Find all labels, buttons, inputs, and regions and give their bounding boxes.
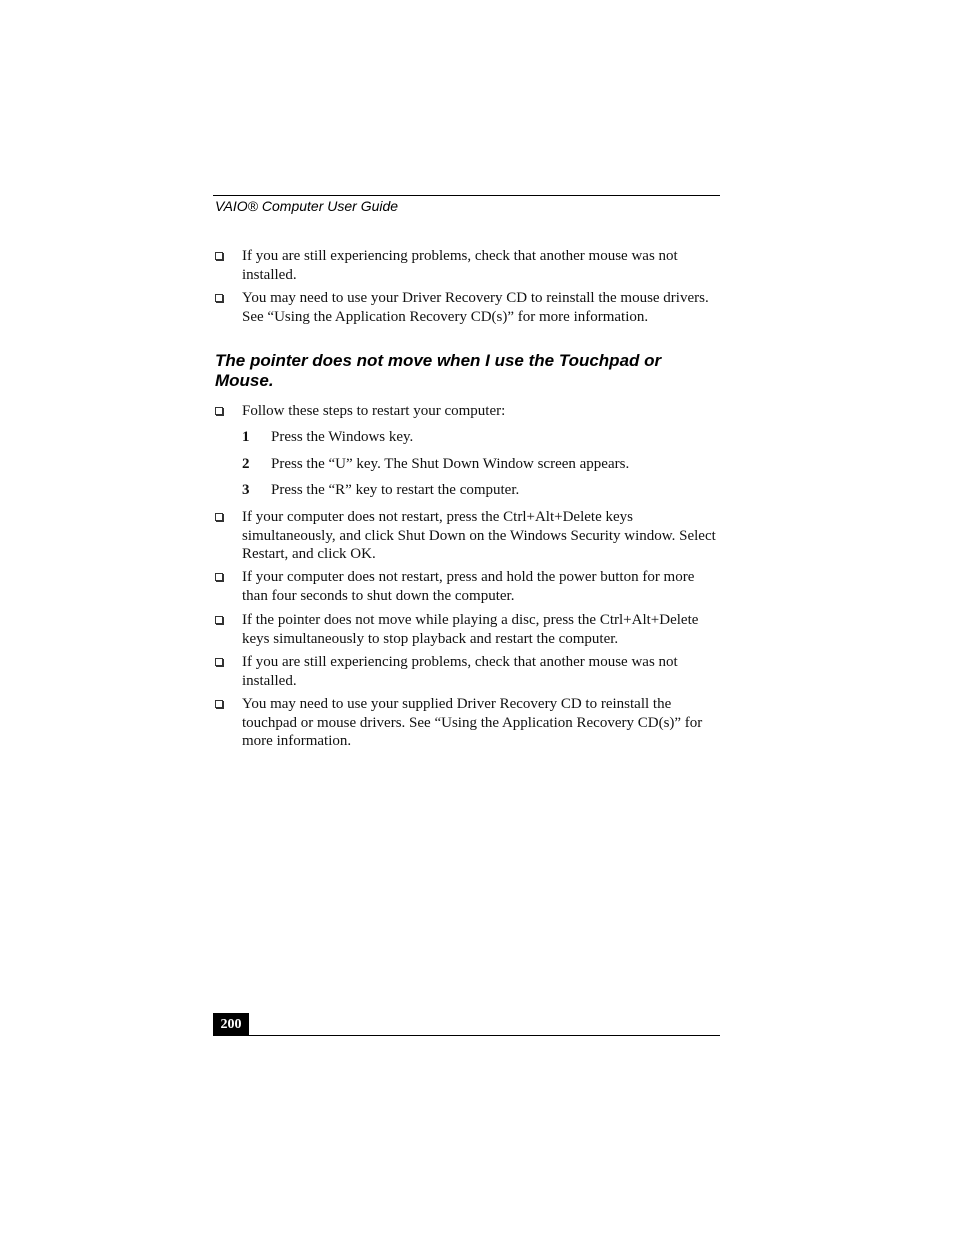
checkbox-bullet-icon (215, 252, 223, 260)
list-item-text: You may need to use your Driver Recovery CD to reinstall the mouse drivers. See “Using the Application Recovery CD(s)” for more information. (242, 290, 709, 325)
step-number: 2 (242, 456, 250, 472)
list-item-text: If you are still experiencing problems, check that another mouse was not installed. (242, 248, 678, 283)
list-item-text: If your computer does not restart, press and hold the power button for more than four seconds to shut down the computer. (242, 569, 695, 604)
running-title: VAIO® Computer User Guide (215, 198, 399, 214)
checkbox-bullet-icon (215, 700, 223, 708)
section-heading: The pointer does not move when I use the Touchpad or Mouse. (215, 351, 662, 390)
step-text: Press the Windows key. (271, 429, 414, 445)
footer-rule (213, 1035, 720, 1036)
step-number: 3 (242, 482, 250, 498)
page-number: 200 (213, 1013, 249, 1036)
checkbox-bullet-icon (215, 616, 223, 624)
list-item-text: If you are still experiencing problems, check that another mouse was not installed. (242, 654, 678, 689)
step-number: 1 (242, 429, 250, 445)
list-item-text: If the pointer does not move while playing a disc, press the Ctrl+Alt+Delete keys simultaneously to stop playback and restart the computer. (242, 612, 699, 647)
header-rule (213, 195, 720, 196)
list-item-text: Follow these steps to restart your computer: (242, 403, 506, 419)
checkbox-bullet-icon (215, 573, 223, 581)
list-item-text: You may need to use your supplied Driver Recovery CD to reinstall the touchpad or mouse drivers. See “Using the Application Recovery CD(s)” for more information. (242, 696, 703, 749)
checkbox-bullet-icon (215, 658, 223, 666)
checkbox-bullet-icon (215, 294, 223, 302)
checkbox-bullet-icon (215, 513, 223, 521)
step-text: Press the “U” key. The Shut Down Window screen appears. (271, 456, 630, 472)
step-text: Press the “R” key to restart the computer. (271, 482, 520, 498)
list-item-text: If your computer does not restart, press the Ctrl+Alt+Delete keys simultaneously, and click Shut Down on the Windows Security window. Select Restart, and click OK. (242, 509, 716, 562)
checkbox-bullet-icon (215, 407, 223, 415)
